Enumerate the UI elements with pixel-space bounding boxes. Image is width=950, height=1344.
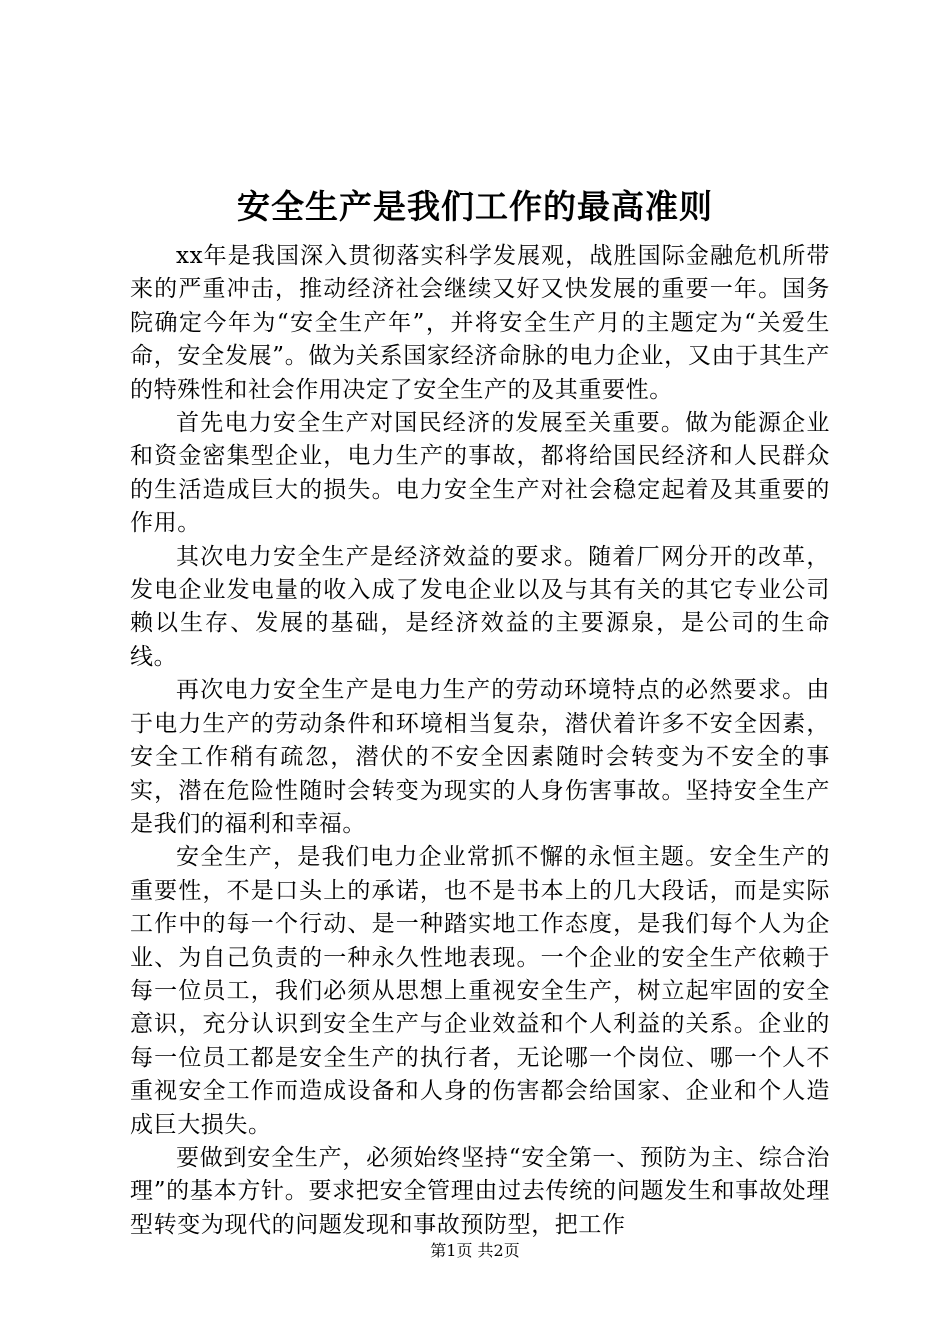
paragraph-3: 其次电力安全生产是经济效益的要求。随着厂网分开的改革，发电企业发电量的收入成了发电企业以及与其有关的其它专业公司赖以生存、发展的基础，是经济效益的主要源泉，是公司的生命线。: [130, 543, 830, 670]
paragraph-4: 再次电力安全生产是电力生产的劳动环境特点的必然要求。由于电力生产的劳动条件和环境相当复杂，潜伏着许多不安全因素，安全工作稍有疏忽，潜伏的不安全因素随时会转变为不安全的事实，潜在危险性随时会转变为现实的人身伤害事故。坚持安全生产是我们的福利和幸福。: [130, 677, 830, 837]
paragraph-5: 安全生产，是我们电力企业常抓不懈的永恒主题。安全生产的重要性，不是口头上的承诺，也不是书本上的几大段话，而是实际工作中的每一个行动、是一种踏实地工作态度，是我们每个人为企业、为自己负责的一种永久性地表现。一个企业的安全生产依赖于每一位员工，我们必须从思想上重视安全生产，树立起牢固的安全意识，充分认识到安全生产与企业效益和个人利益的关系。企业的每一位员工都是安全生产的执行者，无论哪一个岗位、哪一个人不重视安全工作而造成设备和人身的伤害都会给国家、企业和个人造成巨大损失。: [130, 844, 830, 1138]
paragraph-2: 首先电力安全生产对国民经济的发展至关重要。做为能源企业和资金密集型企业，电力生产的事故，都将给国民经济和人民群众的生活造成巨大的损失。电力安全生产对社会稳定起着及其重要的作用。: [130, 410, 830, 537]
paragraph-1: xx年是我国深入贯彻落实科学发展观，战胜国际金融危机所带来的严重冲击，推动经济社会继续又好又快发展的重要一年。国务院确定今年为“安全生产年”，并将安全生产月的主题定为“关爱生命，安全发展”。做为关系国家经济命脉的电力企业，又由于其生产的特殊性和社会作用决定了安全生产的及其重要性。: [130, 243, 830, 403]
document-title: 安全生产是我们工作的最高准则: [237, 187, 713, 226]
document-body: [130, 240, 830, 1242]
page-number-footer: 第1页 共2页: [430, 1241, 520, 1260]
paragraph-6: 要做到安全生产，必须始终坚持“安全第一、预防为主、综合治理”的基本方针。要求把安全管理由过去传统的问题发生和事故处理型转变为现代的问题发现和事故预防型，把工作: [130, 1144, 830, 1238]
